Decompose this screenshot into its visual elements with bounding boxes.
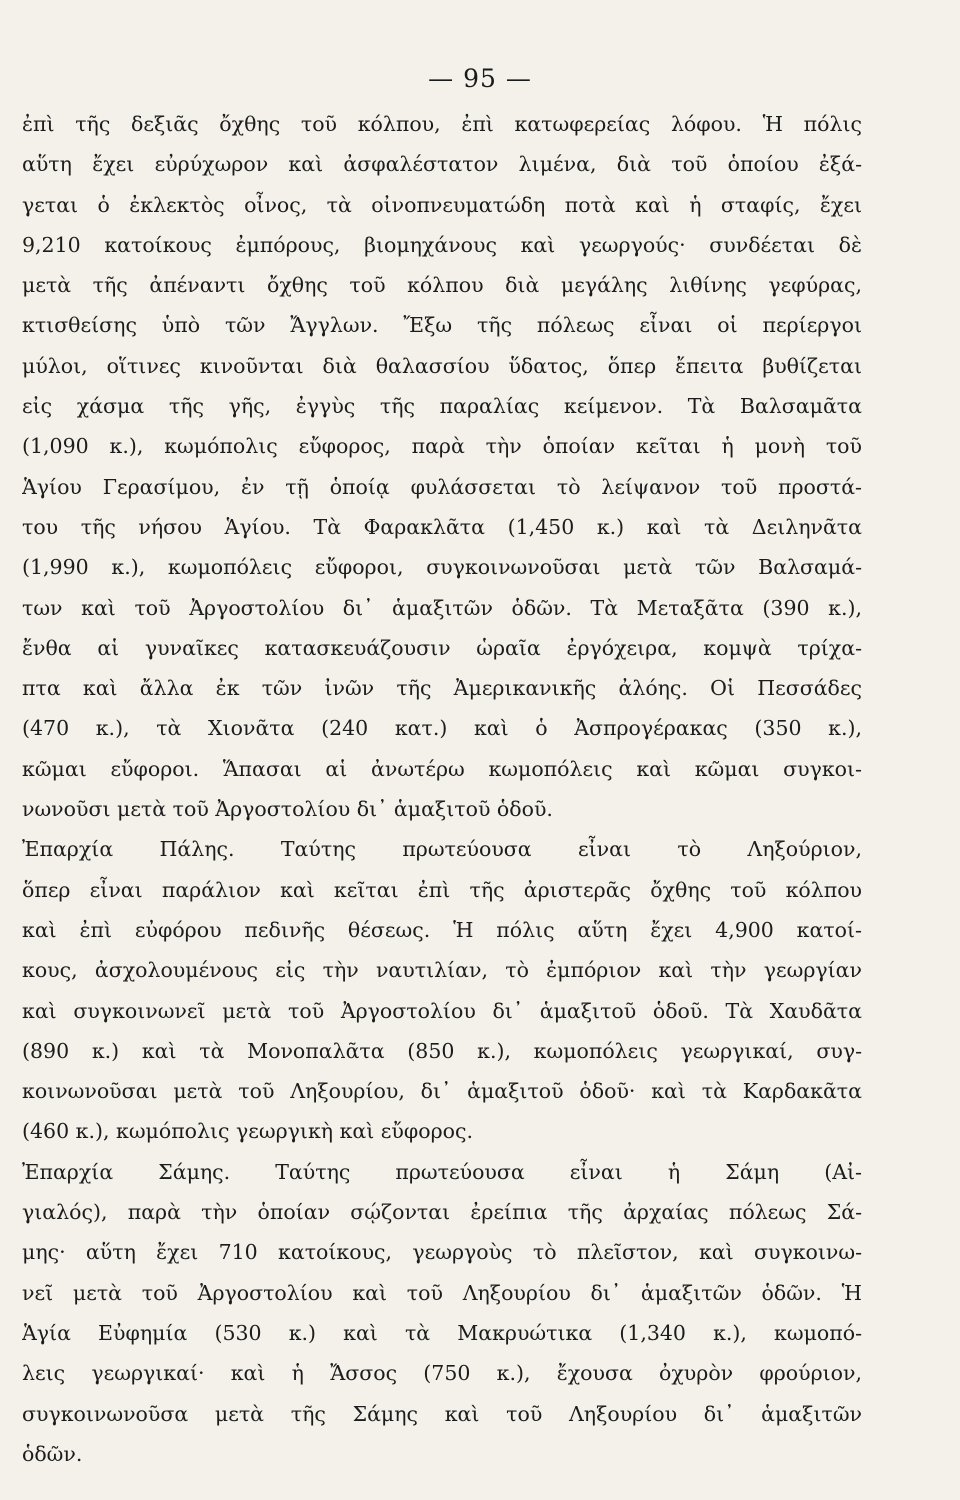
text-line: συγκοινωνοῦσα μετὰ τῆς Σάμης καὶ τοῦ Ληξουρίου δι᾽ ἁμαξιτῶν [22,1401,862,1426]
text-line: (1,990 κ.), κωμοπόλεις εὔφοροι, συγκοινωνοῦσαι μετὰ τῶν Βαλσαμά- [22,555,862,580]
text-line: ὅπερ εἶναι παράλιον καὶ κεῖται ἐπὶ τῆς ἀριστερᾶς ὄχθης τοῦ κόλπου [22,877,862,902]
section-heading-line: Ἐπαρχία Πάλης. Ταύτης πρωτεύουσα εἶναι τὸ Ληξούριον, [22,837,862,862]
text-line: αὕτη ἔχει εὐρύχωρον καὶ ἀσφαλέστατον λιμένα, διὰ τοῦ ὁποίου ἐξά- [22,152,862,177]
text-line: του τῆς νήσου Ἁγίου. Τὰ Φαρακλᾶτα (1,450 κ.) καὶ τὰ Δειληνᾶτα [22,514,862,539]
text-line: (460 κ.), κωμόπολις γεωργικὴ καὶ εὔφορος. [22,1119,473,1144]
text-line: κτισθείσης ὑπὸ τῶν Ἄγγλων. Ἔξω τῆς πόλεως εἶναι οἱ περίεργοι [22,313,862,338]
text-line: νωνοῦσι μετὰ τοῦ Ἀργοστολίου δι᾽ ἁμαξιτοῦ ὁδοῦ. [22,797,553,822]
text-line: κοινωνοῦσαι μετὰ τοῦ Ληξουρίου, δι᾽ ἁμαξιτοῦ ὁδοῦ· καὶ τὰ Καρδακᾶτα [22,1079,862,1104]
text-line: νεῖ μετὰ τοῦ Ἀργοστολίου καὶ τοῦ Ληξουρίου δι᾽ ἁμαξιτῶν ὁδῶν. Ἡ [22,1280,862,1305]
text-line: ἔνθα αἱ γυναῖκες κατασκευάζουσιν ὡραῖα ἐργόχειρα, κομψὰ τρίχα- [22,635,862,660]
text-line: Ἁγία Εὐφημία (530 κ.) καὶ τὰ Μακρυώτικα (1,340 κ.), κωμοπό- [22,1320,862,1345]
body-text [22,104,862,1474]
text-line: (470 κ.), τὰ Χιονᾶτα (240 κατ.) καὶ ὁ Ἀσπρογέρακας (350 κ.), [22,716,862,741]
text-line: 9,210 κατοίκους ἐμπόρους, βιομηχάνους καὶ γεωργούς· συνδέεται δὲ [22,232,862,257]
text-line: μης· αὕτη ἔχει 710 κατοίκους, γεωργοὺς τὸ πλεῖστον, καὶ συγκοινω- [22,1240,862,1265]
page-number: — 95 — [428,64,532,93]
text-line: λεις γεωργικαί· καὶ ἡ Ἄσσος (750 κ.), ἔχουσα ὀχυρὸν φρούριον, [22,1361,862,1386]
text-line: εἰς χάσμα τῆς γῆς, ἐγγὺς τῆς παραλίας κείμενον. Τὰ Βαλσαμᾶτα [22,394,862,419]
text-line: ἐπὶ τῆς δεξιᾶς ὄχθης τοῦ κόλπου, ἐπὶ κατωφερείας λόφου. Ἡ πόλις [22,112,862,136]
text-line: (890 κ.) καὶ τὰ Μονοπαλᾶτα (850 κ.), κωμοπόλεις γεωργικαί, συγ- [22,1038,862,1063]
text-line: κους, ἀσχολουμένους εἰς τὴν ναυτιλίαν, τὸ ἐμπόριον καὶ τὴν γεωργίαν [22,958,862,983]
text-line: (1,090 κ.), κωμόπολις εὔφορος, παρὰ τὴν ὁποίαν κεῖται ἡ μονὴ τοῦ [22,434,862,459]
text-line: ὁδῶν. [22,1441,83,1466]
text-line: κῶμαι εὔφοροι. Ἅπασαι αἱ ἀνωτέρω κωμοπόλεις καὶ κῶμαι συγκοι- [22,756,862,781]
text-line: μύλοι, οἵτινες κινοῦνται διὰ θαλασσίου ὕδατος, ὅπερ ἔπειτα βυθίζεται [22,353,862,378]
text-line: πτα καὶ ἄλλα ἐκ τῶν ἰνῶν τῆς Ἀμερικανικῆς ἀλόης. Οἱ Πεσσάδες [22,676,862,701]
text-line: Ἁγίου Γερασίμου, ἐν τῇ ὁποίᾳ φυλάσσεται τὸ λείψανον τοῦ προστά- [22,474,862,499]
text-line: καὶ ἐπὶ εὐφόρου πεδινῆς θέσεως. Ἡ πόλις αὕτη ἔχει 4,900 κατοί- [22,917,862,942]
section-heading-line: Ἐπαρχία Σάμης. Ταύτης πρωτεύουσα εἶναι ἡ Σάμη (Αἰ- [22,1159,862,1184]
text-line: μετὰ τῆς ἀπέναντι ὄχθης τοῦ κόλπου διὰ μεγάλης λιθίνης γεφύρας, [22,273,862,298]
text-line: γεται ὁ ἐκλεκτὸς οἶνος, τὰ οἰνοπνευματώδη ποτὰ καὶ ἡ σταφίς, ἔχει [22,192,862,217]
text-line: καὶ συγκοινωνεῖ μετὰ τοῦ Ἀργοστολίου δι᾽ ἁμαξιτοῦ ὁδοῦ. Τὰ Χαυδᾶτα [22,998,862,1023]
text-line: των καὶ τοῦ Ἀργοστολίου δι᾽ ἁμαξιτῶν ὁδῶν. Τὰ Μεταξᾶτα (390 κ.), [22,595,862,620]
text-line: γιαλός), παρὰ τὴν ὁποίαν σῴζονται ἐρείπια τῆς ἀρχαίας πόλεως Σά- [22,1200,862,1225]
